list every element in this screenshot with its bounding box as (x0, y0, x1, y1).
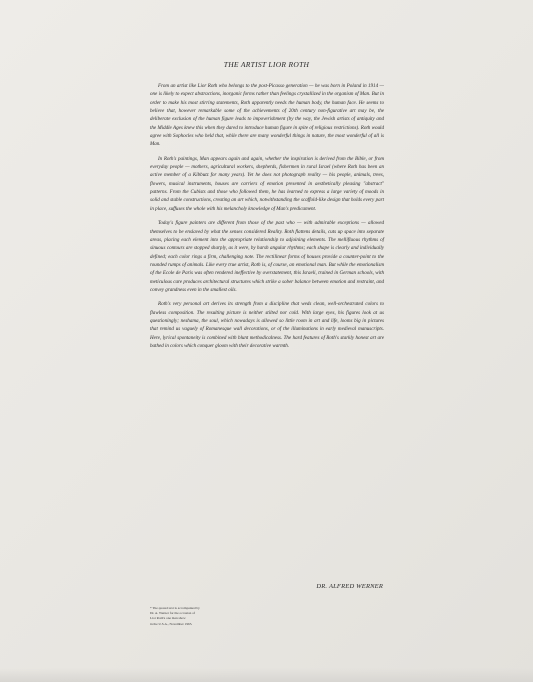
footnote-line: Dr. A. Werner for the occasion of (150, 611, 196, 616)
footnote-line: Lior Roth's one man show (150, 616, 186, 621)
paper-shadow (0, 668, 533, 682)
paragraph-4: Roth's very personal art derives its strength from a discipline that weds clean, well-orchestrated colors to flawless composition. The resulting picture is neither stilted nor cold. With large eyes, his figures look at us questioningly; neshama, the soul, which nowadays is allowed so little room in art and life, looms big in pictures that remind us vaguely of Romanesque wall decorations, or of the illuminations in early medieval manuscripts. Here, lyrical spontaneity is combined with blunt methodicalness. The hard features of Roth's starkly honest art are bathed in colors which conquer gloom with their decorative warmth. (150, 301, 384, 349)
footnote (150, 606, 210, 627)
footnote-line: * The quoted text is accompanied by (150, 606, 200, 610)
footnote-line: in the U.S.A., November 1965. (150, 621, 193, 626)
paragraph-3: Today's figure painters are different from those of the past who — with admirable exceptions — allowed themselves to be enslaved by what the senses considered Reality. Roth flattens details, cuts up space into separate areas, placing each element into the appropriate relationship to adjoining elements. The mellifluous rhythms of sinuous contours are stopped sharply, as it were, by harsh angular rhythms; each shape is clearly and individually defined; each color rings a firm, challenging note. The rectilinear forms of houses provide a counter-point to the rounded rumps of animals. Like every true artist, Roth is, of course, an emotional man. But while the emotionalism of the Ecole de Paris was often rendered ineffective by overstatement, this Israeli, trained in German schools, with meticulous care produces architectural structures which strike a sober balance between emotion and restraint, and convey grandness even in the smallest oils. (150, 220, 384, 293)
author-signature: DR. ALFRED WERNER (316, 583, 383, 590)
article-body (150, 82, 384, 356)
document-title: THE ARTIST LIOR ROTH (223, 60, 310, 69)
paragraph-2: In Roth's paintings, Man appears again and again, whether the inspiration is derived from the Bible, or from everyday people — mothers, agricultural workers, shepherds, fishermen in rural Israel (where Roth has been an active member of a Kibbutz for many years). Yet he does not photograph reality — his people, animals, trees, flowers, musical instruments, houses are carriers of emotion presented in aesthetically pleasing "abstract" patterns. From the Cubists and those who followed them, he has learned to express a large variety of moods in solid and stable constructions, creating an art which, notwithstanding the scaffold-like design that holds every part in place, suffuses the whole with his melancholy knowledge of Man's predicament. (150, 155, 384, 212)
paragraph-1: From an artist like Lior Roth who belongs to the post-Picasso generation — he was born in Poland in 1914 — one is likely to expect abstractions, inorganic forms rather than feelings crystallized in the organism of Man. But in order to make his most stirring statements, Roth apparently needs the human body, the human face. He seems to believe that, however remarkable some of the achievements of 20th century non-figurative art may be, the deliberate exclusion of the human figure leads to impoverishment (by the way, the Jewish artists of antiquity and the Middle Ages knew this when they dared to introduce human figure in spite of religious restrictions). Roth would agree with Sophocles who held that, while there are many wonderful things in nature, the most wonderful of all is Man. (150, 83, 384, 148)
